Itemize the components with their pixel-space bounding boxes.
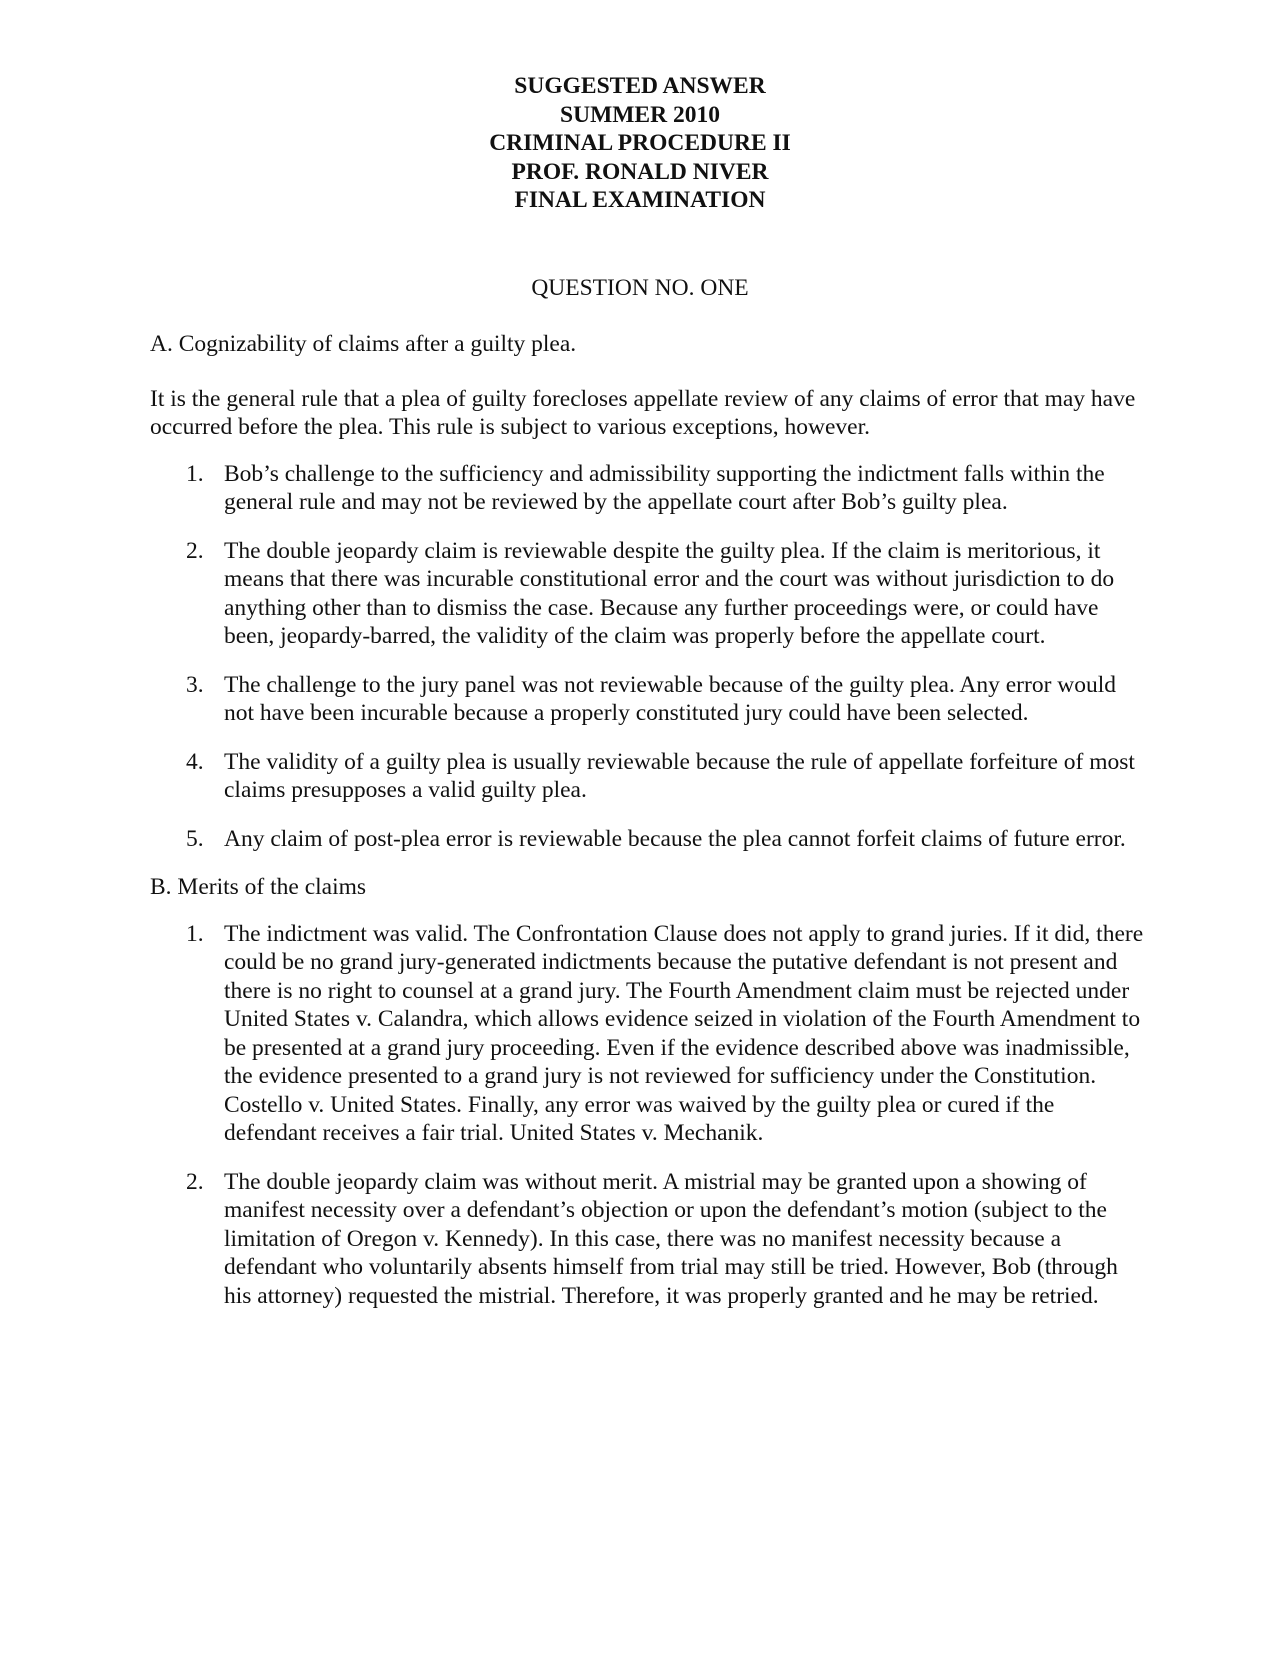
section-b-heading: B. Merits of the claims <box>150 874 367 900</box>
document-header <box>0 72 1280 215</box>
header-line-5: FINAL EXAMINATION <box>514 187 766 213</box>
list-item <box>150 920 1150 1148</box>
list-item <box>150 748 1150 805</box>
section-b <box>150 873 1150 1310</box>
header-line-4: PROF. RONALD NIVER <box>511 158 769 185</box>
question-title: QUESTION NO. ONE <box>531 275 749 301</box>
header-line-1: SUGGESTED ANSWER <box>514 73 766 99</box>
list-item-number: 3. <box>186 671 204 698</box>
list-item-text: The indictment was valid. The Confrontation Clause does not apply to grand juries. If it did, there could be no grand jury-generated indictments because the putative defendant is not present and there is no right to counsel at a grand jury. The Fourth Amendment claim must be rejected under United States v. Calandra, which allows evidence seized in violation of the Fourth Amendment to be presented at a grand jury proceeding. Even if the evidence described above was inadmissible, the evidence presented to a grand jury is not reviewed for sufficiency under the Constitution. Costello v. United States. Finally, any error was waived by the guilty plea or cured if the defendant receives a fair trial. United States v. Mechanik. <box>224 920 1144 1146</box>
list-item <box>150 825 1150 854</box>
list-item-number: 5. <box>186 825 204 852</box>
list-item-number: 2. <box>186 1168 204 1195</box>
list-item-number: 4. <box>186 748 204 775</box>
list-item <box>150 537 1150 651</box>
list-item-text: Bob’s challenge to the sufficiency and admissibility supporting the indictment falls within the general rule and may not be reviewed by the appellate court after Bob’s guilty plea. <box>224 460 1105 515</box>
list-item <box>150 460 1150 517</box>
list-item-number: 2. <box>186 537 204 564</box>
list-item-text: The double jeopardy claim was without merit. A mistrial may be granted upon a showing of manifest necessity over a defendant’s objection or upon the defendant’s motion (subject to the limitation of Oregon v. Kennedy). In this case, there was no manifest necessity because a defendant who voluntarily absents himself from trial may still be tried. However, Bob (through his attorney) requested the mistrial. Therefore, it was properly granted and he may be retried. <box>224 1168 1118 1309</box>
section-a <box>150 330 1150 853</box>
list-item-number: 1. <box>186 460 204 487</box>
list-item <box>150 1168 1150 1311</box>
list-item-text: The double jeopardy claim is reviewable despite the guilty plea. If the claim is meritorious, it means that there was incurable constitutional error and the court was without jurisdiction to do anything other than to dismiss the case. Because any further proceedings were, or could have been, jeopardy-barred, the validity of the claim was properly before the appellate court. <box>224 537 1115 649</box>
list-item <box>150 671 1150 728</box>
header-line-3: CRIMINAL PROCEDURE II <box>489 130 791 156</box>
list-item-number: 1. <box>186 920 204 947</box>
section-b-list <box>150 920 1150 1311</box>
list-item-text: The challenge to the jury panel was not reviewable because of the guilty plea. Any error would not have been incurable because a properly constituted jury could have been selected. <box>224 671 1117 726</box>
section-a-list <box>150 460 1150 854</box>
header-line-2: SUMMER 2010 <box>560 101 720 128</box>
section-a-intro: It is the general rule that a plea of guilty forecloses appellate review of any claims of error that may have occurred before the plea. This rule is subject to various exceptions, however. <box>150 385 1136 440</box>
document-body <box>150 330 1150 1330</box>
list-item-text: The validity of a guilty plea is usually reviewable because the rule of appellate forfeiture of most claims presupposes a valid guilty plea. <box>224 748 1135 803</box>
section-a-heading: A. Cognizability of claims after a guilty plea. <box>150 331 577 357</box>
list-item-text: Any claim of post-plea error is reviewable because the plea cannot forfeit claims of future error. <box>224 825 1126 852</box>
